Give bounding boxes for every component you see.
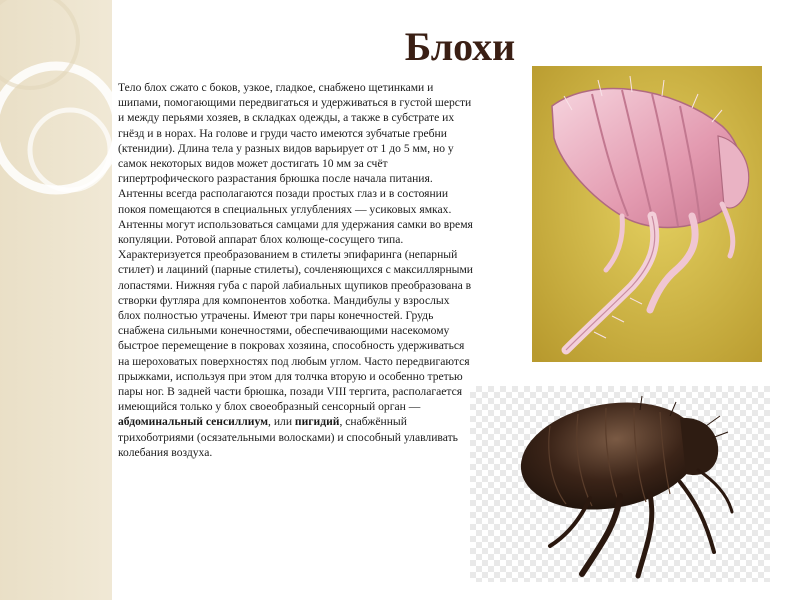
term-pygidium: пигидий: [294, 415, 340, 429]
decorative-ring-top: [0, 0, 78, 88]
paragraph-text-part2: , или: [268, 415, 295, 429]
decorative-ring-small: [30, 110, 110, 190]
body-paragraph: [118, 80, 473, 560]
brown-flea-illustration: [470, 386, 770, 582]
pink-flea-illustration: [532, 66, 762, 362]
paragraph-text-part3: , снабжённый трихоботриями (осязательными волосками) и способный улавливать колебания воздуха.: [118, 415, 458, 459]
term-abdominal-sensillum: абдоминальный сенсиллиум: [118, 415, 269, 429]
slide-title: Блохи: [404, 24, 516, 69]
flea-micrograph-image: [532, 66, 762, 362]
paragraph-text-part1: Тело блох сжато с боков, узкое, гладкое, снабжено щетинками и шипами, помогающими передвигаться и удерживаться в густой шерсти и между перьями хозяев, в складках одежды, а также в субстрате их гнёзд и в норах. На голове и груди часто имеются зубчатые гребни (ктенидии). Длина тела у разных видов варьирует от 1 до 5 мм, но у самок некоторых видов может достигать 10 мм за счёт гипертрофического разрастания брюшка после начала питания. Антенны всегда располагаются позади простых глаз и в состоянии покоя помещаются в специальных углублениях — усиковых ямках. Антенны могут использоваться самцами для удержания самки во время копуляции. Ротовой аппарат блох колюще-сосущего типа. Характеризуется преобразованием в стилеты эпифаринга (непарный стилет) и лациний (парные стилеты), сочленяющихся с максиллярными лопастями. Нижняя губа с парой лабиальных щупиков преобразована в створки футляра для компонентов хоботка. Мандибулы у взрослых блох полностью утрачены. Имеют три пары конечностей. Грудь снабжена сильными конечностями, обеспечивающими насекомому быстрое перемещение в покровах хозяина, способность удерживаться на шероховатых поверхностях под любым углом. Часто передвигаются прыжками, используя при этом для толчка вторую и особенно третью пары ног. В задней части брюшка, позади VIII тергита, располагается имеющийся только у блох своеобразный сенсорный орган —: [118, 81, 473, 414]
flea-photo-image: [470, 386, 770, 582]
